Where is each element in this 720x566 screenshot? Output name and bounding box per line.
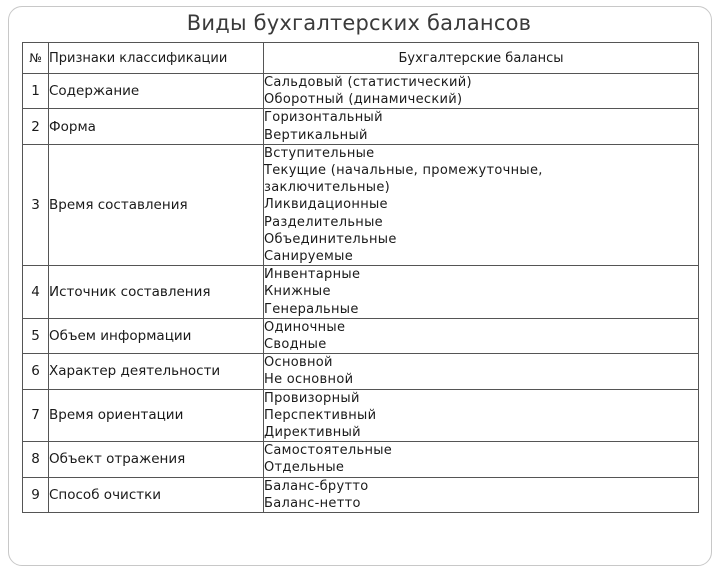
balance-type: Генеральные (264, 301, 359, 317)
row-number: 2 (23, 109, 49, 144)
balance-types-cell (264, 109, 699, 144)
balance-types-cell (264, 354, 699, 389)
balance-type: Текущие (начальные, промежуточные, (264, 163, 543, 179)
balance-type: Директивный (264, 425, 361, 441)
classification-feature: Источник составления (49, 266, 264, 319)
table-row (23, 477, 699, 512)
classification-feature: Форма (49, 109, 264, 144)
classification-feature: Характер деятельности (49, 354, 264, 389)
table-row (23, 442, 699, 477)
row-number: 6 (23, 354, 49, 389)
row-number: 1 (23, 74, 49, 109)
table-row (23, 74, 699, 109)
balance-types-cell (264, 74, 699, 109)
balance-type: Не основной (264, 372, 354, 388)
header-classification-feature: Признаки классификации (49, 43, 264, 74)
row-number: 3 (23, 144, 49, 265)
balance-type: Объединительные (264, 231, 397, 247)
balance-type: Баланс-нетто (264, 495, 361, 511)
row-number: 5 (23, 318, 49, 353)
row-number: 7 (23, 389, 49, 442)
balance-type: Разделительные (264, 214, 383, 230)
balance-type: Санируемые (264, 249, 354, 265)
balance-types-cell (264, 318, 699, 353)
table-row (23, 144, 699, 265)
balance-type: Основной (264, 355, 333, 371)
classification-feature: Содержание (49, 74, 264, 109)
balance-type: Горизонтальный (264, 110, 383, 126)
header-number: № (23, 43, 49, 74)
table-body (23, 74, 699, 513)
row-number: 8 (23, 442, 49, 477)
slide-title: Виды бухгалтерских балансов (186, 11, 532, 35)
balance-type: Оборотный (динамический) (264, 92, 463, 108)
header-accounting-balances: Бухгалтерские балансы (264, 43, 699, 74)
balance-types-cell (264, 144, 699, 265)
balance-type: Самостоятельные (264, 443, 393, 459)
table-row (23, 318, 699, 353)
balance-type: Отдельные (264, 460, 345, 476)
balance-types-cell (264, 266, 699, 319)
balances-table (22, 42, 699, 513)
table-row (23, 354, 699, 389)
classification-feature: Время ориентации (49, 389, 264, 442)
classification-feature: Объект отражения (49, 442, 264, 477)
table-row (23, 389, 699, 442)
balance-types-cell (264, 477, 699, 512)
row-number: 9 (23, 477, 49, 512)
balance-type: Баланс-брутто (264, 478, 369, 494)
table-row (23, 266, 699, 319)
table-row (23, 109, 699, 144)
balance-type: Вертикальный (264, 127, 368, 143)
balance-type: заключительные) (264, 180, 390, 196)
balance-type: Ликвидационные (264, 197, 388, 213)
balance-type: Инвентарные (264, 267, 361, 283)
balance-type: Вступительные (264, 145, 375, 161)
balance-type: Сводные (264, 337, 327, 353)
row-number: 4 (23, 266, 49, 319)
balance-type: Книжные (264, 284, 331, 300)
balance-type: Перспективный (264, 407, 377, 423)
balance-type: Провизорный (264, 390, 360, 406)
table-header-row (23, 43, 699, 74)
classification-feature: Объем информации (49, 318, 264, 353)
classification-feature: Время составления (49, 144, 264, 265)
classification-feature: Способ очистки (49, 477, 264, 512)
balance-types-cell (264, 389, 699, 442)
balance-type: Одиночные (264, 319, 346, 335)
balance-types-cell (264, 442, 699, 477)
balance-type: Сальдовый (статистический) (264, 75, 472, 90)
